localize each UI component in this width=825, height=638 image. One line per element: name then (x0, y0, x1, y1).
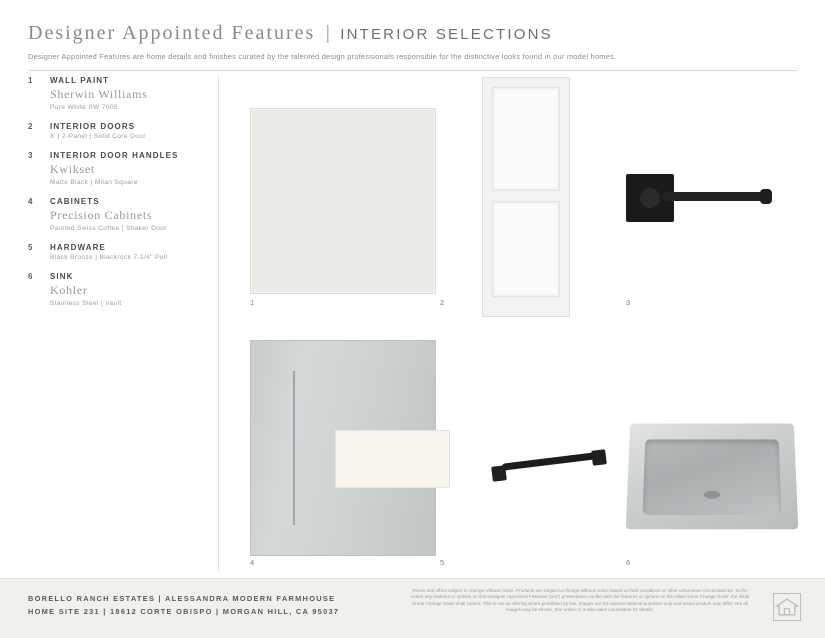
caption-6: 6 (626, 558, 631, 567)
legend-number: 3 (28, 151, 33, 160)
legend-category: HARDWARE (50, 243, 106, 252)
legend-brand: Sherwin Williams (50, 87, 148, 101)
title-main: Designer Appointed Features (28, 22, 316, 44)
column-divider (218, 76, 219, 571)
door-panel-top (492, 87, 560, 191)
list-item (28, 197, 213, 232)
page-footer (0, 578, 825, 638)
caption-4: 4 (250, 558, 255, 567)
list-item (28, 243, 213, 261)
wall-paint-swatch-image (250, 108, 436, 294)
handle-lever (662, 192, 770, 201)
sink-drain (704, 491, 720, 499)
legend-detail: Matte Black | Milan Square (50, 179, 138, 186)
interior-door-image (482, 77, 570, 317)
legend-brand: Kohler (50, 283, 88, 297)
cabinet-paint-chip-image (335, 430, 450, 488)
door-panel-bottom (492, 201, 560, 297)
community-info (28, 592, 339, 618)
caption-3: 3 (626, 298, 631, 307)
sink-basin (643, 439, 782, 514)
page-description: Designer Appointed Features are home details and finishes curated by the talented design professionals responsible for the distinctive looks found in our model homes. (28, 52, 617, 61)
legend-detail: Stainless Steel | Vault (50, 300, 122, 307)
product-gallery (232, 76, 797, 576)
header-divider (28, 70, 797, 71)
home-site-address: HOME SITE 231 | 18612 CORTE OBISPO | MORGAN HILL, CA 95037 (28, 607, 340, 616)
caption-5: 5 (440, 558, 445, 567)
caption-2: 2 (440, 298, 445, 307)
community-name: BORELLO RANCH ESTATES | ALESSANDRA MODERN FARMHOUSE (28, 594, 336, 603)
legend-number: 6 (28, 272, 33, 281)
legend-detail: Painted Swiss Coffee | Shaker Door (50, 225, 167, 232)
cabinet-pull-image (490, 444, 608, 478)
selections-legend (28, 76, 213, 318)
legend-number: 2 (28, 122, 33, 131)
legend-category: INTERIOR DOORS (50, 122, 136, 131)
title-subtitle: INTERIOR SELECTIONS (340, 26, 553, 43)
title-divider: | (325, 23, 331, 44)
equal-housing-opportunity-icon (773, 593, 801, 621)
list-item (28, 122, 213, 140)
legend-number: 4 (28, 197, 33, 206)
list-item (28, 151, 213, 186)
list-item (28, 76, 213, 111)
legend-category: CABINETS (50, 197, 100, 206)
legend-detail: 8' | 2-Panel | Solid Core Door (50, 133, 146, 140)
cabinet-edge-line (293, 371, 295, 525)
page-title (28, 22, 797, 45)
caption-1: 1 (250, 298, 255, 307)
list-item (28, 272, 213, 307)
kitchen-sink-image (626, 424, 799, 530)
legend-number: 5 (28, 243, 33, 252)
legend-number: 1 (28, 76, 33, 85)
legend-category: WALL PAINT (50, 76, 110, 85)
legend-brand: Kwikset (50, 162, 95, 176)
page-header (28, 22, 797, 68)
legend-detail: Black Bronze | Blackrock 7-1/4" Pull (50, 254, 168, 261)
legend-brand: Precision Cabinets (50, 208, 153, 222)
legend-category: INTERIOR DOOR HANDLES (50, 151, 179, 160)
legend-detail: Pure White SW 7005 (50, 104, 118, 111)
legend-category: SINK (50, 272, 74, 281)
door-handle-image (626, 168, 778, 238)
legal-disclaimer: Prices and offers subject to change without notice. Products are subject to change without notice based on field conditions or other unforeseen circumstances. To the extent any features or options on this Designer Appointed Features (DAF) presentation conflict with the features or options on the initial Home Change Order, the initial Home Change Order shall control. This is not an offering where prohibited by law. Images are for representational purposes only and actual product may differ. Not all images may be shown. See online or onsite sales consultants for details. (410, 588, 750, 613)
pull-bar (502, 452, 596, 470)
